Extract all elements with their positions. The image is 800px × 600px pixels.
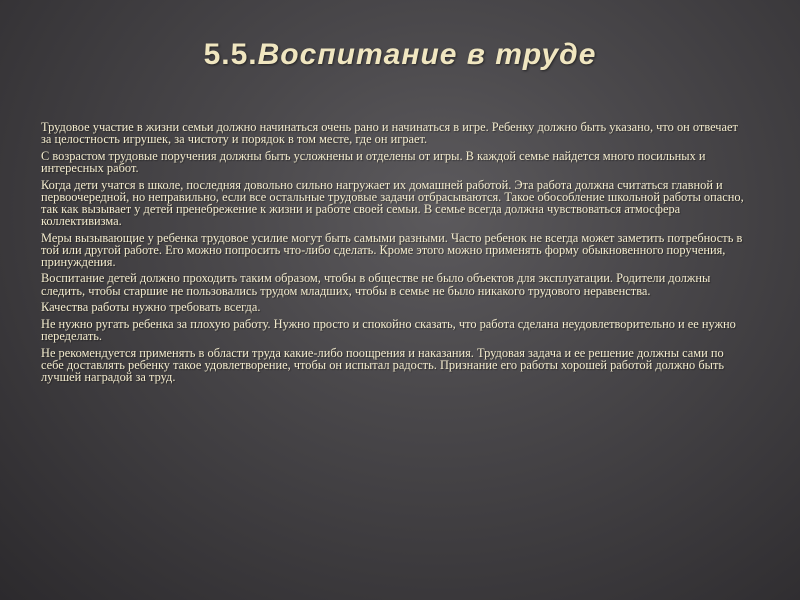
slide-title bbox=[0, 38, 800, 72]
paragraph-8: Не рекомендуется применять в области труда какие-либо поощрения и наказания. Трудовая задача и ее решение должны сами по себе доставлять ребенку такое удовлетворение, чтобы он испытал радость. Признание его работы хорошей работой должно быть лучшей наградой за труд. bbox=[41, 345, 725, 384]
title-number: 5.5. bbox=[203, 38, 258, 71]
paragraph-5: Воспитание детей должно проходить таким образом, чтобы в обществе не было объектов для эксплуатации. Родители должны следить, чтобы старшие не пользовались трудом младших, чтобы в семье не было никакого трудового неравенства. bbox=[41, 271, 711, 298]
paragraph-7: Не нужно ругать ребенка за плохую работу. Нужно просто и спокойно сказать, что работа сделана неудовлетворительно и ее нужно переделать. bbox=[41, 316, 736, 343]
slide-body bbox=[41, 121, 746, 388]
paragraph-4: Меры вызывающие у ребенка трудовое усилие могут быть самыми разными. Часто ребенок не всегда может заметить потребность в той или другой работе. Его можно попросить что-либо сделать. Кроме этого можно применять форму обыкновенного поручения, принуждения. bbox=[41, 230, 743, 269]
paragraph-3: Когда дети учатся в школе, последняя довольно сильно нагружает их домашней работой. Эта работа должна считаться главной и первоочередной, но неправильно, если все остальные трудовые задачи отбрасываются. Такое обособление школьной работы опасно, так как вызывает у детей пренебрежение к жизни и работе своей семьи. В семье всегда должна чувствоваться атмосфера коллективизма. bbox=[41, 177, 744, 228]
paragraph-2: С возрастом трудовые поручения должны быть усложнены и отделены от игры. В каждой семье найдется много посильных и интересных работ. bbox=[41, 148, 706, 175]
paragraph-1: Трудовое участие в жизни семьи должно начинаться очень рано и начинаться в игре. Ребенку должно быть указано, что он отвечает за целостность игрушек, за чистоту и порядок в том месте, где он играет. bbox=[41, 120, 738, 147]
paragraph-6: Качества работы нужно требовать всегда. bbox=[41, 300, 261, 315]
title-text: Воспитание в труде bbox=[257, 38, 597, 71]
